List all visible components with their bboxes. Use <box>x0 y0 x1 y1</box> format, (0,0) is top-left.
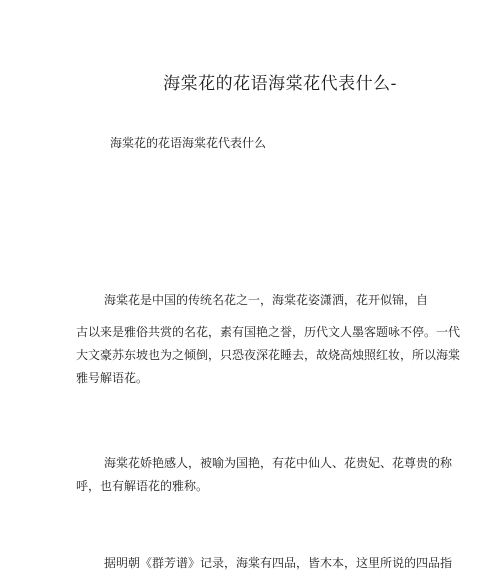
paragraph-3 <box>76 552 453 575</box>
paragraph-2 <box>76 452 453 498</box>
paragraph-line: 雅号解语花。 <box>76 371 149 385</box>
paragraph-line: 古以来是雅俗共赏的名花，素有国艳之誉，历代文人墨客题咏不停。一代 <box>76 325 461 339</box>
paragraph-line: 大文豪苏东坡也为之倾倒，只恐夜深花睡去，故烧高烛照红妆，所以海棠 <box>76 348 461 362</box>
paragraph-1-continuation <box>76 321 461 390</box>
paragraph-line: 呼，也有解语花的雅称。 <box>76 479 209 493</box>
paragraph-1-first-line <box>76 289 436 312</box>
document-title: 海棠花的花语海棠花代表什么- <box>163 74 397 94</box>
document-subtitle: 海棠花的花语海棠花代表什么 <box>110 136 267 150</box>
paragraph-line: 海棠花是中国的传统名花之一，海棠花姿潇洒，花开似锦，自 <box>104 293 429 307</box>
paragraph-line: 海棠花娇艳感人，被喻为国艳，有花中仙人、花贵妃、花尊贵的称 <box>104 456 453 470</box>
paragraph-line: 据明朝《群芳谱》记录，海棠有四品，皆木本，这里所说的四品指 <box>104 556 453 570</box>
